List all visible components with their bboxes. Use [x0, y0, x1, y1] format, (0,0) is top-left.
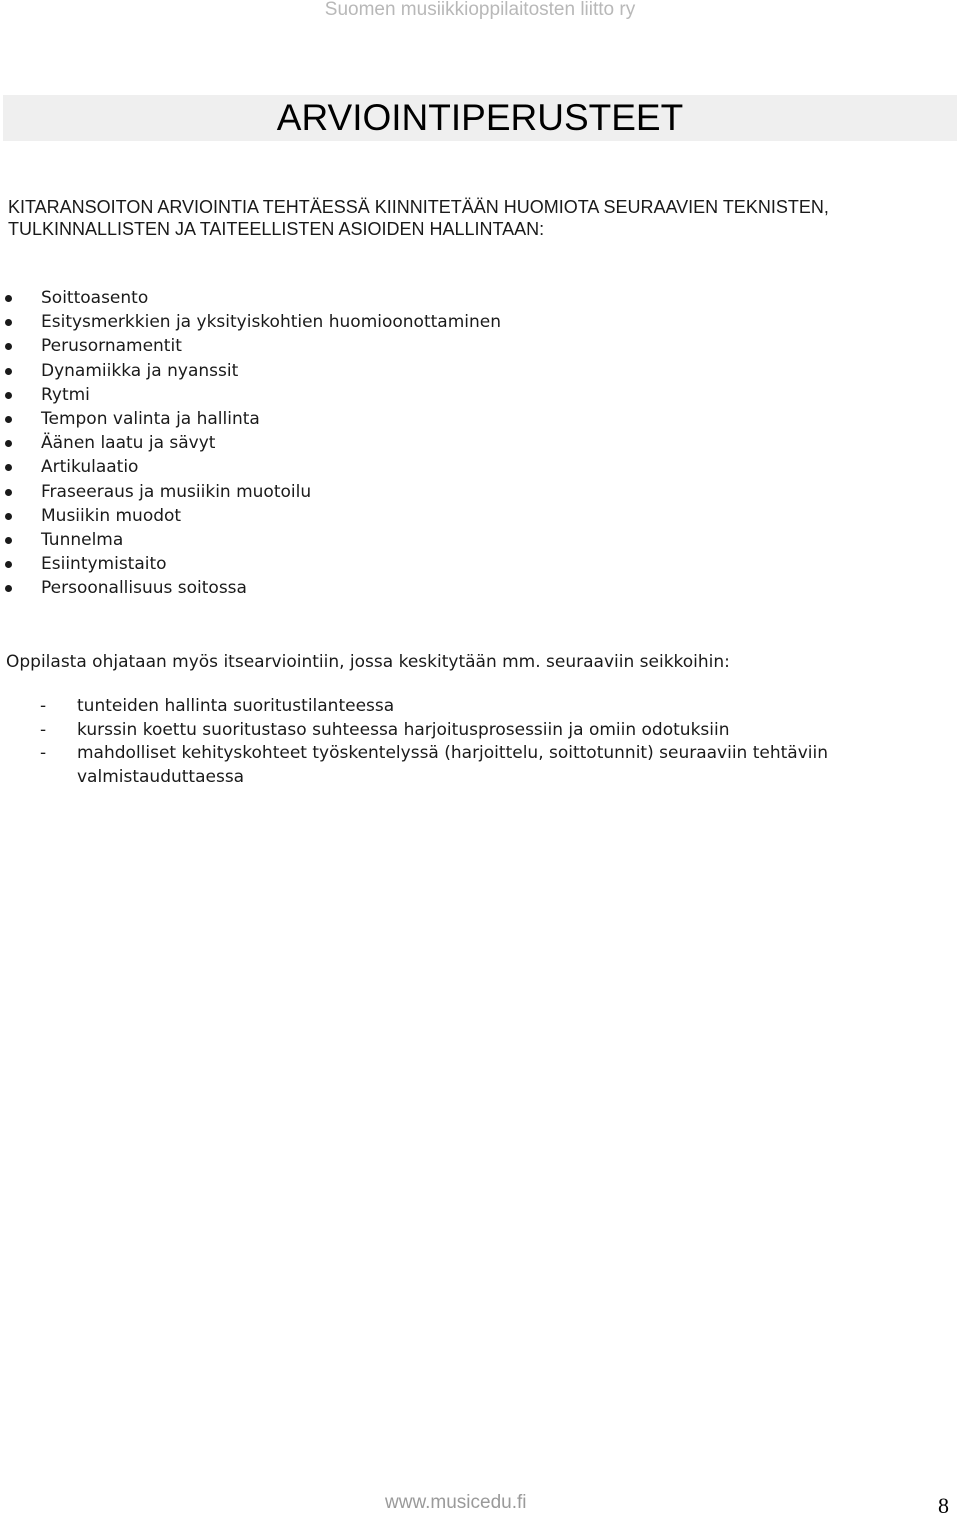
- list-item: [0, 576, 501, 600]
- bullet-icon: [5, 416, 12, 423]
- list-item: [0, 528, 501, 552]
- bullet-icon: [5, 368, 12, 375]
- bullet-icon: [5, 585, 12, 592]
- page-title: [0, 96, 960, 140]
- list-item: [0, 504, 501, 528]
- criteria-label: Tunnelma: [41, 529, 124, 550]
- criteria-label: Fraseeraus ja musiikin muotoilu: [41, 481, 312, 502]
- self-evaluation-item: mahdolliset kehityskohteet työskentelyssä (harjoittelu, soittotunnit) seuraaviin tehtäviin valmistauduttaessa: [77, 743, 828, 787]
- bullet-icon: [5, 295, 12, 302]
- bullet-icon: [5, 537, 12, 544]
- list-item: [0, 407, 501, 431]
- self-evaluation-item: kurssin koettu suoritustaso suhteessa harjoitusprosessiin ja omiin odotuksiin: [77, 719, 730, 740]
- intro-text: [8, 196, 908, 240]
- bullet-icon: [5, 392, 12, 399]
- list-item: [0, 383, 501, 407]
- dash-marker: -: [40, 743, 47, 763]
- criteria-label: Soittoasento: [41, 288, 149, 308]
- list-item: [0, 310, 501, 334]
- bullet-icon: [5, 464, 12, 471]
- bullet-icon: [5, 440, 12, 447]
- list-item: [0, 431, 501, 455]
- criteria-label: Esiintymistaito: [41, 554, 167, 575]
- criteria-label: Musiikin muodot: [41, 505, 182, 526]
- intro-line-2: TULKINNALLISTEN JA TAITEELLISTEN ASIOIDEN HALLINTAAN:: [8, 219, 545, 239]
- dash-marker: -: [40, 696, 47, 716]
- list-item: [0, 742, 900, 789]
- list-item: [0, 455, 501, 479]
- list-item: [0, 334, 501, 358]
- list-item: [0, 286, 501, 310]
- self-evaluation-intro: Oppilasta ohjataan myös itsearviointiin, jossa keskitytään mm. seuraaviin seikkoihin:: [6, 652, 730, 672]
- bullet-icon: [5, 489, 12, 496]
- intro-line-1: KITARANSOITON ARVIOINTIA TEHTÄESSÄ KIINNITETÄÄN HUOMIOTA SEURAAVIEN TEKNISTEN,: [8, 197, 829, 217]
- page-title-text: ARVIOINTIPERUSTEET: [276, 97, 684, 138]
- list-item: [0, 480, 501, 504]
- list-item: [0, 359, 501, 383]
- list-item: [0, 719, 900, 743]
- bullet-icon: [5, 561, 12, 568]
- criteria-label: Rytmi: [41, 384, 90, 405]
- criteria-label: Tempon valinta ja hallinta: [41, 408, 260, 429]
- bullet-icon: [5, 343, 12, 350]
- self-evaluation-list: [0, 695, 900, 789]
- criteria-label: Äänen laatu ja sävyt: [41, 433, 216, 454]
- criteria-label: Persoonallisuus soitossa: [41, 578, 247, 599]
- page-number: 8: [938, 1493, 949, 1518]
- criteria-label: Esitysmerkkien ja yksityiskohtien huomioonottaminen: [41, 312, 501, 333]
- dash-marker: -: [40, 719, 47, 740]
- criteria-label: Artikulaatio: [41, 457, 139, 478]
- bullet-icon: [5, 319, 12, 326]
- list-item: [0, 695, 900, 719]
- footer-website-link[interactable]: www.musicedu.fi: [385, 1492, 527, 1513]
- organization-header: Suomen musiikkioppilaitosten liitto ry: [324, 0, 636, 20]
- list-item: [0, 552, 501, 576]
- criteria-list: [0, 286, 501, 600]
- criteria-label: Perusornamentit: [41, 336, 182, 357]
- criteria-label: Dynamiikka ja nyanssit: [41, 360, 239, 381]
- bullet-icon: [5, 513, 12, 520]
- self-evaluation-item: tunteiden hallinta suoritustilanteessa: [77, 696, 395, 716]
